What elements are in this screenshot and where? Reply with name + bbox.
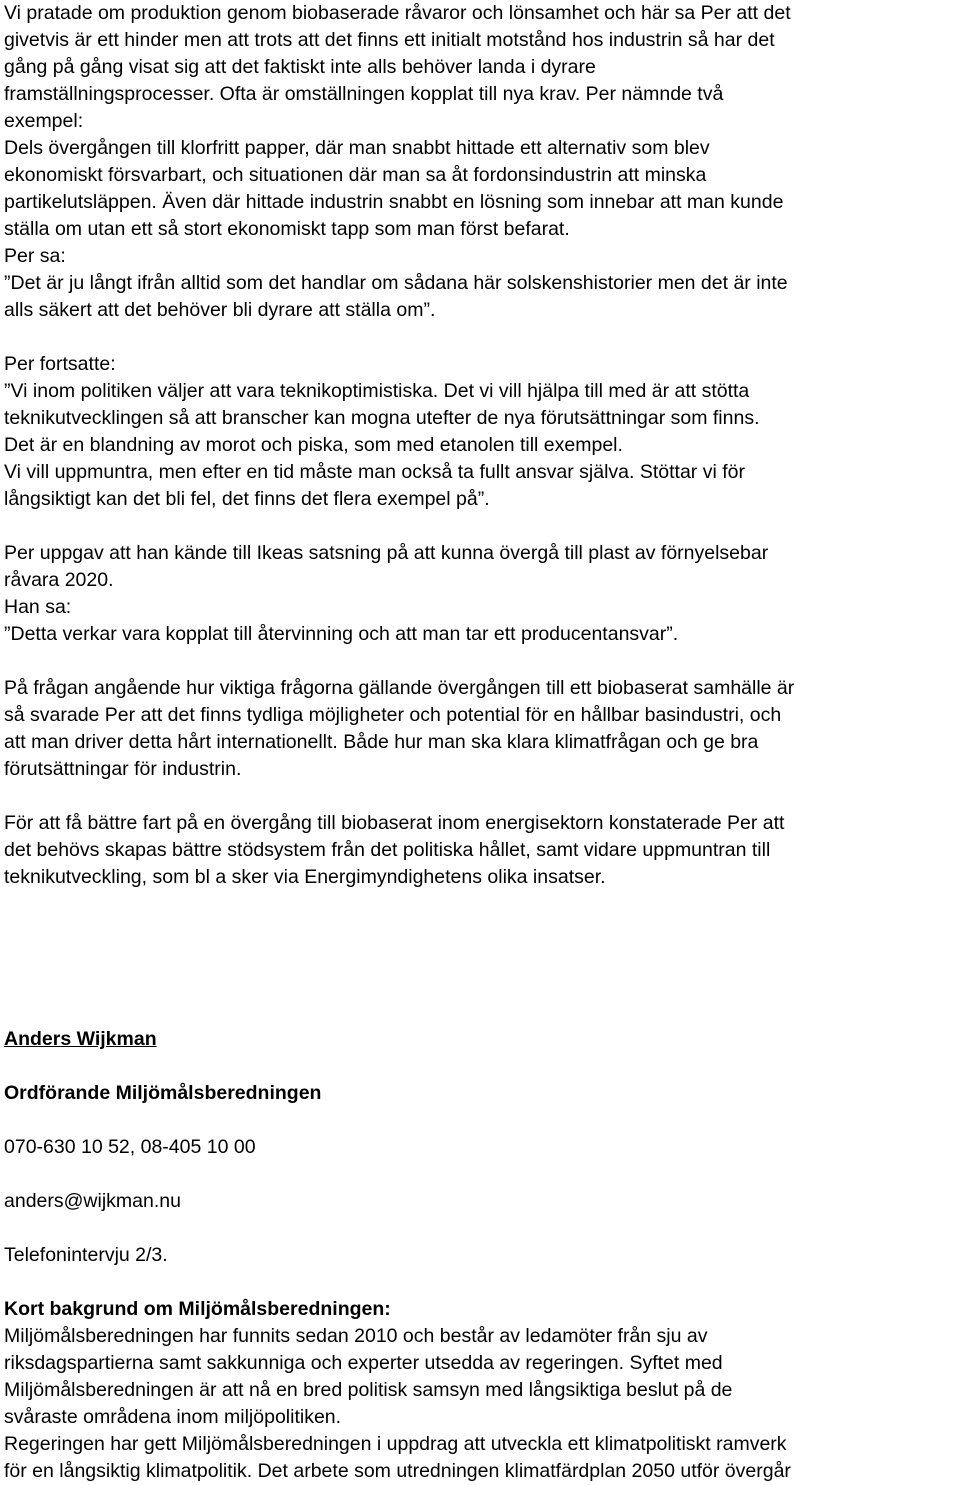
body-line: så svarade Per att det finns tydliga möjligheter och potential för en hållbar basindustri, och — [4, 704, 782, 726]
body-line: Vi pratade om produktion genom biobaserade råvaror och lönsamhet och här sa Per att det — [4, 2, 791, 24]
body-line: Per fortsatte: — [4, 353, 116, 375]
background-line: Miljömålsberedningen har funnits sedan 2010 och består av ledamöter från sju av — [4, 1325, 708, 1347]
body-line: framställningsprocesser. Ofta är omställningen kopplat till nya krav. Per nämnde två — [4, 83, 724, 105]
body-line: teknikutvecklingen så att branscher kan mogna utefter de nya förutsättningar som finns. — [4, 407, 760, 429]
background-line: Regeringen har gett Miljömålsberedningen i uppdrag att utveckla ett klimatpolitiskt ramverk — [4, 1433, 787, 1455]
body-line: ”Detta verkar vara kopplat till återvinning och att man tar ett producentansvar”. — [4, 623, 679, 645]
phone-numbers: 070-630 10 52, 08-405 10 00 — [4, 1136, 256, 1158]
body-line: Dels övergången till klorfritt papper, där man snabbt hittade ett alternativ som blev — [4, 137, 710, 159]
background-line: Miljömålsberedningen är att nå en bred politisk samsyn med långsiktiga beslut på de — [4, 1379, 733, 1401]
body-line: För att få bättre fart på en övergång till biobaserat inom energisektorn konstaterade Per att — [4, 812, 785, 834]
body-line: ”Vi inom politiken väljer att vara teknikoptimistiska. Det vi vill hjälpa till med är att stötta — [4, 380, 750, 402]
body-line: Han sa: — [4, 596, 72, 618]
body-line: ekonomiskt försvarbart, och situationen där man sa åt fordonsindustrin att minska — [4, 164, 707, 186]
body-line: långsiktigt kan det bli fel, det finns det flera exempel på”. — [4, 488, 490, 510]
body-line: att man driver detta hårt internationellt. Både hur man ska klara klimatfrågan och ge bra — [4, 731, 759, 753]
body-line: alls säkert att det behöver bli dyrare att ställa om”. — [4, 299, 436, 321]
body-line: ställa om utan ett så stort ekonomiskt tapp som man först befarat. — [4, 218, 570, 240]
body-line: Per uppgav att han kände till Ikeas satsning på att kunna övergå till plast av förnyelsebar — [4, 542, 769, 564]
background-line: svåraste områdena inom miljöpolitiken. — [4, 1406, 342, 1428]
background-line: för en långsiktig klimatpolitik. Det arbete som utredningen klimatfärdplan 2050 utför övergår — [4, 1460, 791, 1482]
body-line: gång på gång visat sig att det faktiskt inte alls behöver landa i dyrare — [4, 56, 596, 78]
body-line: Per sa: — [4, 245, 66, 267]
email-address: anders@wijkman.nu — [4, 1190, 181, 1212]
body-line: Vi vill uppmuntra, men efter en tid måste man också ta fullt ansvar själva. Stöttar vi för — [4, 461, 745, 483]
body-line: Det är en blandning av morot och piska, som med etanolen till exempel. — [4, 434, 623, 456]
background-line: riksdagspartierna samt sakkunniga och experter utsedda av regeringen. Syftet med — [4, 1352, 723, 1374]
interviewee-title: Ordförande Miljömålsberedningen — [4, 1082, 322, 1104]
body-line: råvara 2020. — [4, 569, 114, 591]
body-line: givetvis är ett hinder men att trots att det finns ett initialt motstånd hos industrin så har det — [4, 29, 775, 51]
body-line: förutsättningar för industrin. — [4, 758, 242, 780]
background-heading: Kort bakgrund om Miljömålsberedningen: — [4, 1298, 391, 1320]
body-line: ”Det är ju långt ifrån alltid som det handlar om sådana här solskenshistorier men det är inte — [4, 272, 788, 294]
body-line: partikelutsläppen. Även där hittade industrin snabbt en lösning som innebar att man kunde — [4, 191, 784, 213]
body-line: exempel: — [4, 110, 84, 132]
body-line: På frågan angående hur viktiga frågorna gällande övergången till ett biobaserat samhälle är — [4, 677, 795, 699]
interview-type: Telefonintervju 2/3. — [4, 1244, 168, 1266]
body-line: teknikutveckling, som bl a sker via Energimyndighetens olika insatser. — [4, 866, 606, 888]
interviewee-name: Anders Wijkman — [4, 1028, 157, 1050]
body-line: det behövs skapas bättre stödsystem från det politiska hållet, samt vidare uppmuntran till — [4, 839, 771, 861]
